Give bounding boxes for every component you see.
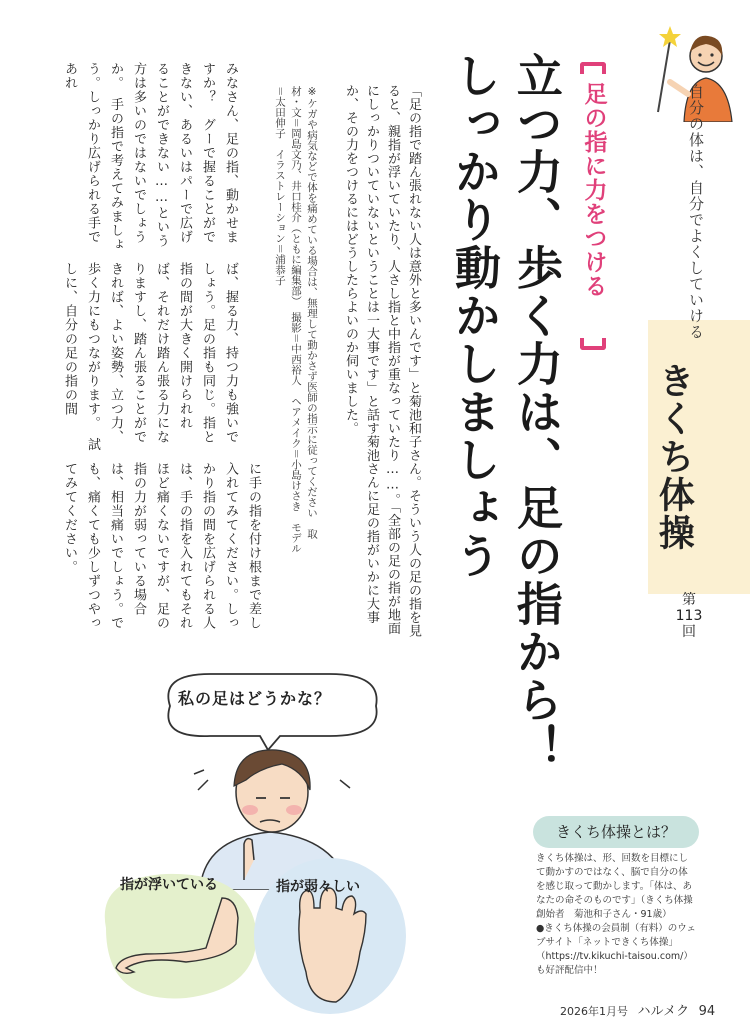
- subheading-block: [578, 62, 610, 352]
- credits: ※ケガや病気などで体を痛めている場合は、無理して動かさず医師の指示に従ってください 取材・文＝岡島文乃、井口桂介（ともに編集部） 撮影＝中西裕人 ヘアメイク＝小島けさき モデル＝太田伸子 イラストレーション＝浦恭子: [274, 86, 318, 554]
- info-box: [536, 852, 696, 976]
- foot-label-floating: 指が浮いている: [120, 877, 218, 893]
- series-name: きくち体操: [653, 362, 695, 552]
- series-number-suffix: 回: [682, 624, 696, 641]
- body-column-2: ば、握る力、持つ力も強いでしょう。足の指も同じ。指と指の間が大きく開けられれば、それだけ踏ん張る力になりますし、踏ん張ることができれば、よい姿勢、立つ力、歩く力にもつながります。 試しに、自分の足の指の間: [62, 262, 238, 452]
- foot-label-weak: 指が弱々しい: [276, 879, 360, 895]
- series-number-prefix: 第: [682, 592, 696, 608]
- subheading: 足の指に力をつける: [580, 82, 607, 298]
- page-footer: [560, 1000, 715, 1019]
- headline-line-2: しっかり動かしましょう: [447, 52, 502, 580]
- lead-paragraph: 「足の指で踏ん張れない人は意外と多いんです」と菊池和子さん。そういう人の足の指を見ると、親指が浮いていたり、人さし指と中指が重なっていたり……。「全部の足の指が地面にしっかりついていないということは一大事です」と話す菊池さんに足の指がいかに大事か、その力をつけるにはどうしたらよいのか伺いました。: [343, 84, 421, 638]
- series-tagline: 自分の体は、自分でよくしていける: [687, 84, 705, 340]
- page-number: 94: [698, 1004, 716, 1019]
- info-title: きくち体操とは？: [555, 823, 676, 841]
- magazine-name: ハルメク: [637, 1004, 690, 1019]
- bracket-bottom: [580, 338, 606, 350]
- headline-line-1: 立つ力、歩く力は、足の指から！: [509, 52, 564, 772]
- body-column-1: みなさん、足の指、動かせますか？ グーで握ることができない、あるいはパーで広げることができない……という方は多いのではないでしょうか。 手の指で考えてみましょう。しっかり広げられる手であれ: [62, 62, 238, 252]
- bracket-top: [580, 62, 606, 74]
- series-number: [664, 592, 714, 640]
- issue-date: 2026年1月号: [560, 1005, 628, 1018]
- speech-text: 私の足はどうかな？: [178, 689, 332, 708]
- series-number-value: 113: [675, 608, 703, 625]
- info-paragraph-1: きくち体操は、形、回数を目標にして動かすのではなく、脳で自分の体を感じ取って動かします。「体は、あなたの命そのものです」（きくち体操創始者 菊池和子さん・91歳）: [536, 853, 693, 920]
- body-column-3: に手の指を付け根まで差し入れてみてください。しっかり指の間を広げられる人は、手の指を入れてもそれほど痛くないですが、足の指の力が弱っている場合は、相当痛いでしょう。でも、痛くても少しずつやってみてください。: [62, 462, 261, 630]
- info-paragraph-2: ●きくち体操の会員制（有料）のウェブサイト「ネットできくち体操」（https://tv.kikuchi-taisou.com/）も好評配信中！: [536, 923, 696, 976]
